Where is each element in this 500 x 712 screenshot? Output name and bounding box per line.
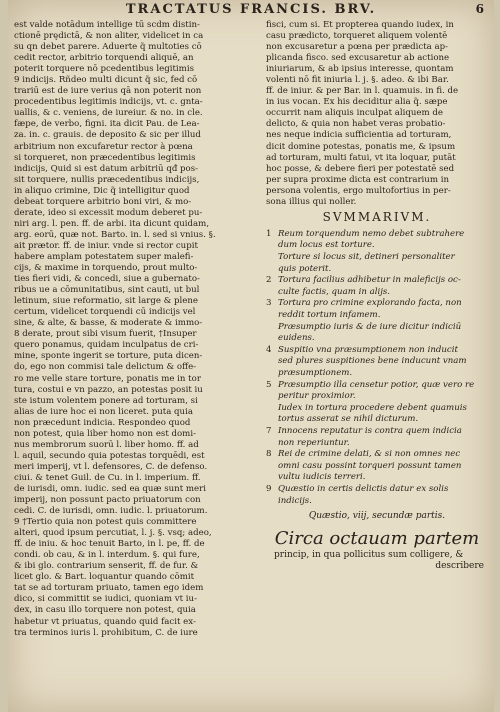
text-line: do, ego non commisi tale delictum & offe- <box>14 362 197 373</box>
text-line: sona illius qui noller. <box>266 196 357 207</box>
summary-list <box>266 229 488 507</box>
text-line: arg. eorū, quæ not. Barto. in. l. sed si vnius. §. <box>14 229 216 240</box>
text-line: niri arg. l. pen. ff. de arbi. ita dicunt quidam, <box>14 218 210 229</box>
text-line: ro me velle stare torture, ponatis me in tor <box>14 373 201 384</box>
summary-line <box>266 403 488 415</box>
left-column <box>14 20 258 639</box>
text-line: ties fieri vidi, & concedi, siue a gubernato- <box>14 274 200 285</box>
summary-text: Torture si locus sit, detineri personaliter <box>278 252 455 263</box>
text-line: cedi. C. de iurisdi, omn. iudic. l. priuatorum. <box>14 506 208 517</box>
summary-line <box>266 287 488 299</box>
summary-line <box>266 275 488 287</box>
summary-title: SVMMARIVM. <box>322 209 432 224</box>
text-line: dicit domine potestas, ponatis me, & ipsum <box>266 141 456 152</box>
summary-line <box>266 484 488 496</box>
summary-item <box>266 345 488 380</box>
summary-text: Reum torquendum nemo debet subtrahere <box>278 228 465 239</box>
text-line: ad torturam, multi fatui, vt ita loquar, putāt <box>266 152 456 163</box>
text-line: mine, sponte ingerit se torture, puta dicen- <box>14 351 203 362</box>
summary-number: 3 <box>266 298 272 309</box>
summary-text: Tortura pro crimine explorando facta, non <box>278 298 462 309</box>
text-line: condi. ob cau, & in l. interdum. §. qui fure, <box>14 550 200 561</box>
text-line: alteri, quod ipsum percutiat, l. j. §. vsq; adeo, <box>14 528 212 539</box>
summary-number: 8 <box>266 449 272 460</box>
principium-end: describere <box>435 561 484 572</box>
summary-text: Quæstio in certis delictis datur ex solis <box>278 483 449 494</box>
text-line: si torqueret, non præcedentibus legitimis <box>14 152 196 163</box>
text-line: fæpe, de verbo, figni. ita dicit Pau. de Lea- <box>14 119 200 130</box>
text-line: poterit torquere nō pcedentibus legitimis <box>14 64 194 75</box>
text-line: nus membrorum suorū l. liber homo. ff. ad <box>14 439 199 450</box>
summary-line <box>266 240 488 252</box>
text-line: est valde notādum intellige tū scdm distin- <box>14 20 200 30</box>
summary-line <box>266 380 488 392</box>
text-line: za. in. c. grauis. de deposito & sic per illud <box>14 130 201 141</box>
summary-text: Tortura facilius adhibetur in maleficijs oc- <box>278 275 461 286</box>
summary-item <box>266 275 488 298</box>
text-line: ff. de iniu. & hoc tenuit Barto, in l. pe, ff. de <box>14 539 205 550</box>
summary-line <box>266 333 488 345</box>
text-line: nes neque indicia sufficientia ad torturam, <box>266 130 452 141</box>
summary-number: 5 <box>266 379 272 390</box>
text-line: quero ponamus, quidam inculpatus de cri- <box>14 340 199 351</box>
summary-text: præsumptionem. <box>278 367 353 378</box>
summary-text: tortus asserat se nihil dicturum. <box>278 414 419 425</box>
text-line: hoc posse, & debere fieri per potestatē sed <box>266 163 455 174</box>
summary-text: quis poterit. <box>278 263 332 274</box>
text-line: persona volentis, ergo multofortius in per- <box>266 185 451 196</box>
text-line: 8 derate, prout sibi visum fuerit, †Insuper <box>14 329 197 340</box>
text-line: procedentibus legitimis indicijs, vt. c. gnta- <box>14 97 203 108</box>
summary-text: non reperiuntur. <box>278 437 350 448</box>
text-line: dico, si committit se iudici, quoniam vt iu- <box>14 594 197 605</box>
running-header <box>8 2 494 18</box>
text-line: ciui. & tenet Guil. de Cu. in l. imperium. ff. <box>14 472 201 483</box>
text-line: non potest, quia liber homo non est domi- <box>14 428 196 439</box>
summary-item <box>266 380 488 403</box>
summary-number: 4 <box>266 344 272 355</box>
summary-line <box>266 356 488 368</box>
text-line: alias de iure hoc ei non liceret. puta quia <box>14 406 193 417</box>
text-line: ctionē prędictā, & non aliter, videlicet in ca <box>14 31 204 42</box>
text-line: imperij, non possunt pacto priuatorum con <box>14 495 201 506</box>
text-line: habere amplam potestatem super malefi- <box>14 251 194 262</box>
text-line: ste istum volentem ponere ad torturam, si <box>14 395 198 406</box>
text-line: habetur vt priuatus, quando quid facit ex- <box>14 616 196 627</box>
summary-line <box>266 229 488 241</box>
text-line: non præcedunt indicia. Respondeo quod <box>14 417 191 428</box>
document-page <box>8 0 494 712</box>
principium-line: princip, in qua pollicitus sum colligere, & <box>274 550 464 561</box>
summary-text: Præsumptio illa censetur potior, quæ vero re <box>278 379 475 390</box>
summary-line <box>266 472 488 484</box>
summary-text: peritur proximior. <box>278 391 356 402</box>
text-line: casu prædicto, torqueret aliquem volentē <box>266 31 448 42</box>
summary-line <box>266 438 488 450</box>
summary-text: culte factis, quam in alijs. <box>278 286 391 297</box>
text-line: occurrit nam aliquis inculpat aliquem de <box>266 108 443 119</box>
summary-text: sed plures suspitiones bene inducunt vnam <box>278 356 467 367</box>
text-line: uallis, & c. veniens, de iureiur. & no. in cle. <box>14 108 203 119</box>
text-line: ff. de iniur. & per Bar. in l. quamuis. in fi. de <box>266 86 459 97</box>
right-column-body <box>266 20 488 208</box>
text-line: delicto, & quia non habet veras probatio- <box>266 119 446 130</box>
text-line: non excusaretur a pœna per prædicta ap- <box>266 42 449 53</box>
text-line: in ius vocan. Ex his deciditur alia q̃. sæpe <box>266 97 448 108</box>
summary-line <box>266 310 488 322</box>
text-line: 9 †Tertio quia non potest quis committere <box>14 517 197 528</box>
summary-number: 1 <box>266 228 272 239</box>
text-line: tra terminos iuris l. prohibitum, C. de iure <box>14 627 198 638</box>
summary-text: Innocens reputatur is contra quem indicia <box>278 425 462 436</box>
text-line: debeat torquere arbitrio boni viri, & mo- <box>14 196 192 207</box>
summary-item <box>266 426 488 449</box>
text-line: tat se ad torturam priuato, tamen ego idem <box>14 583 204 594</box>
text-line: indicijs, Quid si est datum arbitriū qđ pos- <box>14 163 199 174</box>
question-line: Quæstio, viij, secundæ partis. <box>308 511 446 522</box>
summary-line <box>266 461 488 473</box>
summary-text: omni casu possint torqueri possunt tamen <box>278 460 462 471</box>
text-line: letinum, siue reformatio, sit large & plene <box>14 296 198 307</box>
text-line: trariū est de iure verius qā non poterit non <box>14 86 202 97</box>
text-line: meri imperij, vt l. defensores, C. de defenso. <box>14 461 208 472</box>
summary-line <box>266 496 488 508</box>
text-line: su qn debet parere. Aduerte q̃ multoties cō <box>14 42 202 53</box>
page-number: 6 <box>475 2 486 16</box>
summary-item <box>266 229 488 252</box>
text-line: in aliquo crimine, Dic q̃ intelligitur quod <box>14 185 190 196</box>
text-line: & ibi glo. contrarium senserit, ff. de fur. & <box>14 561 199 572</box>
text-line: iniuriarum, & ab ipsius interesse, quontam <box>266 64 454 75</box>
summary-item <box>266 322 488 345</box>
summary-item <box>266 449 488 484</box>
summary-line <box>266 345 488 357</box>
text-line: certum, videlicet torquendi cū indicijs vel <box>14 307 196 318</box>
text-line: sit torquere, nullis præcedentibus indicijs, <box>14 174 200 185</box>
summary-line <box>266 368 488 380</box>
right-column <box>266 20 488 572</box>
text-line: licet glo. & Bart. loquantur quando cōmit <box>14 572 195 583</box>
text-line: per supra proxime dicta est contrarium in <box>266 174 449 185</box>
summary-item <box>266 298 488 321</box>
text-line: ribus ue a cōmunitatibus, sint cauti, ut bul <box>14 285 200 296</box>
text-line: derate, ideo si excessit modum deberet pu- <box>14 207 203 218</box>
text-line: dex, in casu illo torquere non potest, quia <box>14 605 196 616</box>
summary-text: Rei de crimine delati, & si non omnes nec <box>278 449 461 460</box>
summary-line <box>266 264 488 276</box>
text-line: ait prætor. ff. de iniur. vnde si rector cupit <box>14 240 198 251</box>
text-line: plicanda fisco. sed excusaretur ab actione <box>266 53 450 64</box>
text-line: volenti nō fit iniuria l. j. §. adeo. & ibi Bar. <box>266 75 449 86</box>
summary-text: Iudex in tortura procedere debent quamuis <box>278 402 467 413</box>
text-line: l. aquil, secundo quia potestas torquēdi, est <box>14 450 205 461</box>
summary-text: dum locus est torture. <box>278 240 375 251</box>
summary-line <box>266 414 488 426</box>
summary-item <box>266 403 488 426</box>
summary-text: euidens. <box>278 333 315 344</box>
text-line: fisci, cum si. Et propterea quando iudex, in <box>266 20 454 30</box>
summary-number: 9 <box>266 483 272 494</box>
summary-line <box>266 252 488 264</box>
text-line: cedit rector, arbitrio torquendi aliquē, an <box>14 53 194 64</box>
text-line: arbitrium non excufaretur rector à pœna <box>14 141 193 152</box>
text-line: de iurisdi, omn. iudic. sed ea quæ sunt meri <box>14 483 206 494</box>
summary-line <box>266 322 488 334</box>
summary-item <box>266 252 488 275</box>
summary-line <box>266 426 488 438</box>
text-line: tura, costui e vn pazzo, an potestas posit iu <box>14 384 203 395</box>
summary-number: 2 <box>266 275 272 286</box>
summary-text: Præsumptio iuris & de iure dicitur indiciū <box>278 321 462 332</box>
section-heading: Circa octauam partem <box>274 528 480 550</box>
text-line: sine, & alte, & basse, & moderate & immo- <box>14 318 203 329</box>
running-title: TRACTATUS FRANCIS. BRV. <box>125 2 377 17</box>
summary-text: reddit tortum infamem. <box>278 310 381 320</box>
summary-text: Suspitio vna præsumptionem non inducit <box>278 344 458 355</box>
summary-text: indicijs. <box>278 495 312 506</box>
text-line: 9 indicijs. Rñdeo multi dicunt q̃ sic, fed cō <box>14 75 198 86</box>
summary-line <box>266 391 488 403</box>
summary-text: vultu iudicis terreri. <box>278 472 366 483</box>
summary-number: 7 <box>266 425 272 436</box>
summary-line <box>266 449 488 461</box>
summary-line <box>266 298 488 310</box>
summary-item <box>266 484 488 507</box>
text-line: cijs, & maxime in torquendo, prout multo- <box>14 263 198 274</box>
